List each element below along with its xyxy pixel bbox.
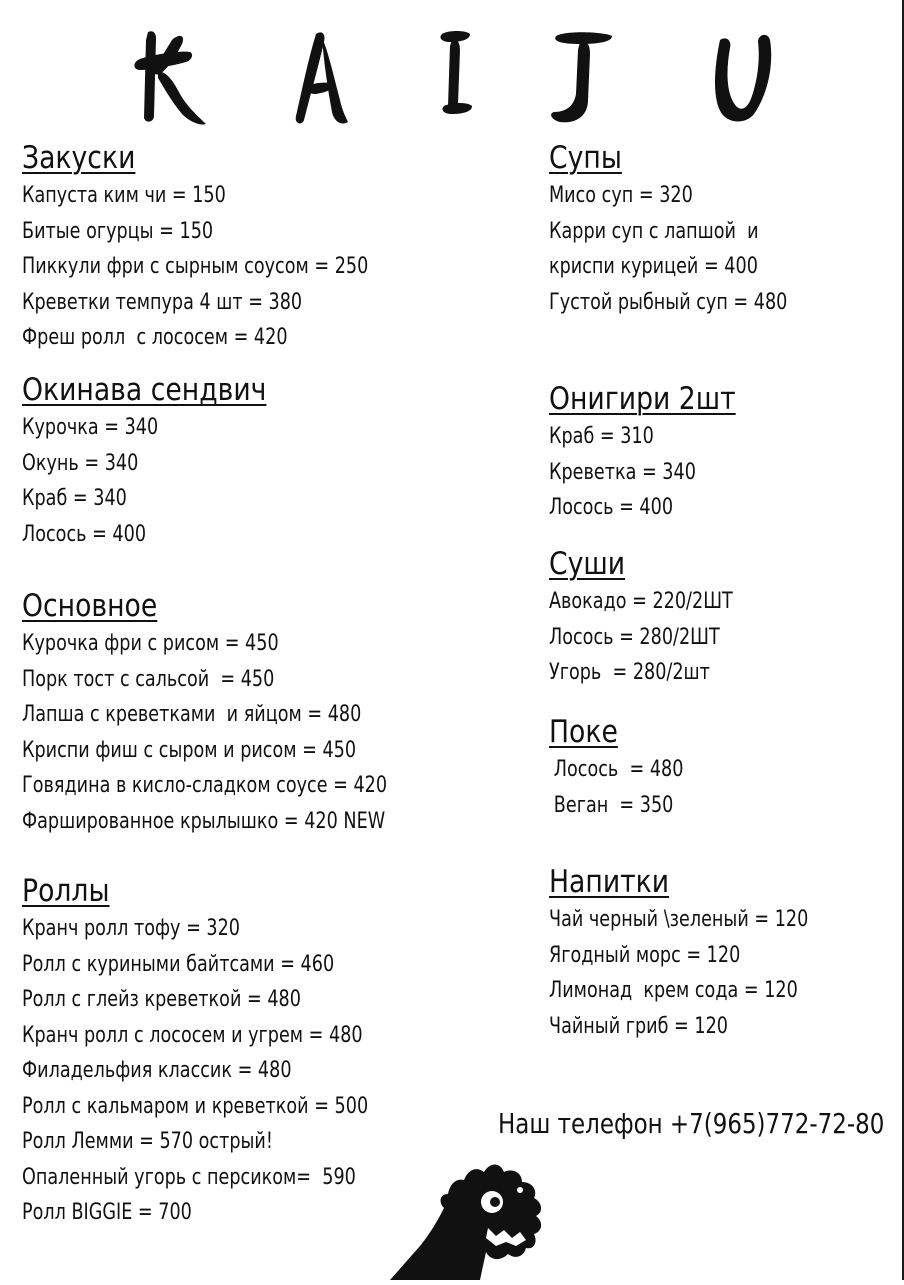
section-title: Супы xyxy=(549,140,622,176)
section-zakuski xyxy=(22,138,522,370)
menu-item: Ролл Лемми = 570 острый! xyxy=(22,1129,273,1154)
menu-item: Битые огурцы = 150 xyxy=(22,218,214,244)
menu-item: криспи курицей = 400 xyxy=(549,254,758,279)
section-main-dishes xyxy=(22,586,522,871)
left-column xyxy=(22,138,522,1231)
menu-item: Фреш ролл с лососем = 420 xyxy=(22,325,288,350)
menu-item: Карри суп с лапшой и xyxy=(549,218,759,244)
section-title: Роллы xyxy=(22,873,110,909)
menu-item: Криспи фиш с сыром и рисом = 450 xyxy=(22,737,357,763)
menu-item: Курочка = 340 xyxy=(22,415,159,440)
menu-item: Капуста ким чи = 150 xyxy=(22,183,226,208)
section-title: Онигири 2шт xyxy=(549,381,736,417)
dinosaur-mascot-icon xyxy=(380,1150,580,1280)
menu-item: Лосось = 400 xyxy=(22,521,147,547)
menu-item: Ролл с глейз креветкой = 480 xyxy=(22,987,301,1012)
section-title: Закуски xyxy=(22,140,136,176)
section-drinks xyxy=(549,862,889,1044)
menu-item: Порк тост с сальсой = 450 xyxy=(22,666,275,692)
section-title: Окинава сендвич xyxy=(22,372,267,408)
menu-item: Кранч ролл тофу = 320 xyxy=(22,916,240,941)
section-poke xyxy=(549,712,889,862)
menu-item: Говядина в кисло-сладком соусе = 420 xyxy=(22,773,388,798)
menu-item: Ролл BIGGIE = 700 xyxy=(22,1200,192,1225)
section-okinawa-sandwich xyxy=(22,370,522,586)
menu-item: Лосось = 480 xyxy=(553,757,684,782)
menu-item: Креветка = 340 xyxy=(549,459,696,485)
right-column xyxy=(549,138,889,1044)
menu-item: Лимонад крем сода = 120 xyxy=(549,978,798,1003)
menu-item: Фаршированное крылышко = 420 NEW xyxy=(22,808,386,834)
menu-item: Мисо суп = 320 xyxy=(549,183,693,208)
menu-item: Кранч ролл с лососем и угрем = 480 xyxy=(22,1022,363,1048)
menu-item: Ягодный морс = 120 xyxy=(549,942,741,968)
section-soups xyxy=(549,138,889,379)
section-sushi xyxy=(549,544,889,712)
menu-item: Пиккули фри с сырным соусом = 250 xyxy=(22,254,369,279)
section-title: Суши xyxy=(549,546,626,582)
menu-item: Филадельфия классик = 480 xyxy=(22,1058,292,1083)
menu-item: Креветки темпура 4 шт = 380 xyxy=(22,289,303,315)
menu-item: Чай черный \зеленый = 120 xyxy=(549,907,809,932)
menu-item: Густой рыбный суп = 480 xyxy=(549,289,788,315)
menu-item: Чайный гриб = 120 xyxy=(549,1013,728,1039)
brand-logo xyxy=(120,20,800,130)
menu-item: Лосось = 280/2ШТ xyxy=(549,624,720,650)
phone-number: Наш телефон +7(965)772-72-80 xyxy=(498,1107,885,1140)
menu-item: Лосось = 400 xyxy=(549,495,674,520)
menu-item: Курочка фри с рисом = 450 xyxy=(22,631,279,656)
menu-item: Окунь = 340 xyxy=(22,450,139,476)
menu-item: Веган = 350 xyxy=(553,792,674,818)
menu-item: Лапша с креветками и яйцом = 480 xyxy=(22,702,362,727)
section-onigiri xyxy=(549,379,889,544)
section-title: Напитки xyxy=(549,864,670,900)
menu-item: Опаленный угорь с персиком= 590 xyxy=(22,1164,356,1190)
menu-item: Авокадо = 220/2ШТ xyxy=(549,589,733,614)
menu-item: Краб = 310 xyxy=(549,424,654,449)
section-title: Поке xyxy=(549,714,618,750)
menu-item: Ролл с кальмаром и креветкой = 500 xyxy=(22,1093,369,1119)
menu-item: Ролл с куриными байтсами = 460 xyxy=(22,951,335,977)
section-title: Основное xyxy=(22,588,158,624)
menu-item: Угорь = 280/2шт xyxy=(549,660,710,685)
menu-item: Краб = 340 xyxy=(22,486,127,511)
